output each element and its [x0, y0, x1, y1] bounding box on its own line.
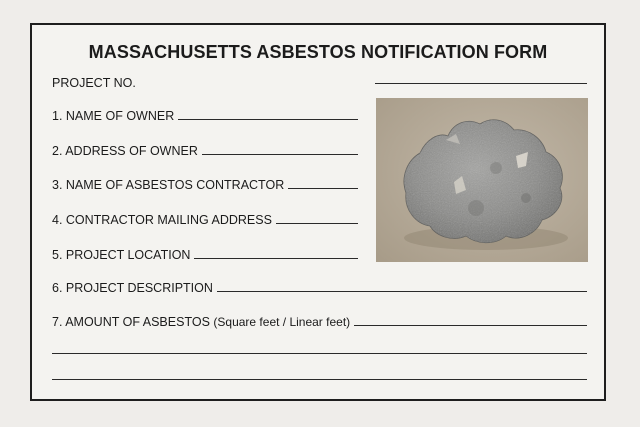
asbestos-amount-units: (Square feet / Linear feet) — [213, 315, 351, 329]
contractor-address-row — [52, 213, 358, 227]
contractor-name-label: 3. NAME OF ASBESTOS CONTRACTOR — [52, 178, 285, 192]
owner-address-label: 2. ADDRESS OF OWNER — [52, 144, 198, 158]
owner-name-label: 1. NAME OF OWNER — [52, 109, 175, 123]
project-no-label: PROJECT NO. — [52, 76, 136, 90]
contractor-address-field[interactable] — [276, 222, 358, 224]
project-description-row — [52, 281, 587, 295]
project-location-field[interactable] — [194, 257, 358, 259]
notification-form-card — [30, 23, 606, 401]
owner-name-row — [52, 109, 358, 123]
contractor-name-field[interactable] — [288, 187, 358, 189]
form-title: MASSACHUSETTS ASBESTOS NOTIFICATION FORM — [88, 42, 548, 62]
project-description-field[interactable] — [217, 290, 587, 292]
extra-line-1[interactable] — [52, 353, 587, 354]
project-no-field[interactable] — [375, 83, 587, 84]
extra-line-2[interactable] — [52, 379, 587, 380]
project-location-row — [52, 248, 358, 262]
owner-name-field[interactable] — [178, 118, 358, 120]
owner-address-field[interactable] — [202, 153, 358, 155]
asbestos-amount-field[interactable] — [354, 324, 587, 326]
asbestos-sample-photo — [376, 98, 588, 262]
asbestos-rock-icon — [376, 98, 588, 262]
contractor-name-row — [52, 178, 358, 192]
asbestos-amount-row — [52, 315, 587, 329]
asbestos-amount-label: 7. AMOUNT OF ASBESTOS (Square feet / Linear feet) — [52, 315, 351, 329]
project-location-label: 5. PROJECT LOCATION — [52, 248, 191, 262]
project-description-label: 6. PROJECT DESCRIPTION — [52, 281, 213, 295]
project-no-row — [52, 76, 136, 90]
owner-address-row — [52, 144, 358, 158]
contractor-address-label: 4. CONTRACTOR MAILING ADDRESS — [52, 213, 272, 227]
